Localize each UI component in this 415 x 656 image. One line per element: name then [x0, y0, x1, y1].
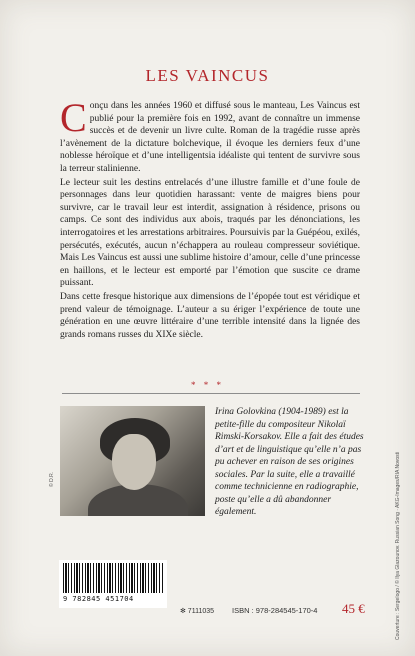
drop-cap: C	[60, 95, 87, 140]
barcode	[59, 560, 167, 608]
author-bio: Irina Golovkina (1904-1989) est la petite-fille du compositeur Nikolaï Rimski-Korsakov. Elle a fait des études d’art et de linguistique qu’elle n’a pas pu achever en raison de ses origines sociales. Par la suite, elle a travaillé comme technicienne en radiographie, poste qu’elle a dû abandonner également.	[215, 407, 364, 517]
isbn: ISBN : 978-284545-170-4	[232, 606, 318, 615]
synopsis	[60, 95, 360, 342]
barcode-bars	[63, 563, 163, 593]
divider-line	[62, 393, 360, 394]
product-code: ✻ 7111035	[180, 608, 215, 615]
synopsis-paragraph-2: Le lecteur suit les destins entrelacés d’une illustre famille et d’une foule de personnages dans leur quotidien harassant: vente de maigres biens pour survivre, car le travail leur est interdit, assignation à résidence, prisons ou camps. Ce sont des individus aux abois, traqués par les dénonciations, les interrogatoires et les arrestations arbitraires. Poursuivis par la Guépéou, exilés, persécutés, exécutés, aucun n’échappera au rouleau compresseur soviétique. Mais Les Vaincus est aussi une sublime histoire d’amour, celle d’une princesse en haillons, et le lecteur est emporté par l’émotion que suscite ce drame puissant.	[60, 177, 360, 289]
price: 45 €	[342, 601, 365, 616]
book-title: LES VAINCUS	[145, 66, 270, 85]
section-separator: * * *	[191, 380, 224, 390]
barcode-digits: 9 782845 451704	[63, 595, 134, 603]
photo-credit: © D.R.	[49, 471, 55, 487]
synopsis-paragraph-3: Dans cette fresque historique aux dimensions de l’épopée tout est véridique et prend valeur de témoignage. L’auteur a su ériger l’expérience de toute une génération en une œuvre littéraire d’une terrible intensité dans la lignée des grands romans russes du XIXe siècle.	[60, 291, 360, 340]
author-photo	[60, 406, 205, 516]
synopsis-paragraph-1: Conçu dans les années 1960 et diffusé sous le manteau, Les Vaincus est publié pour la première fois en 1992, avant de connaître un immense succès et de devenir un livre culte. Roman de la tragédie russe après l’avènement de la dictature bolchevique, il évoque les derniers feux d’une noblesse héroïque et d’une intelligentsia idéaliste qui tentent de survivre sous la terreur stalinienne.	[60, 95, 360, 174]
cover-credits: Couverture : Sergeïogo / © Ilya Glazounov. Russian Song · AKG-Images/RIA Novosti	[395, 451, 401, 640]
